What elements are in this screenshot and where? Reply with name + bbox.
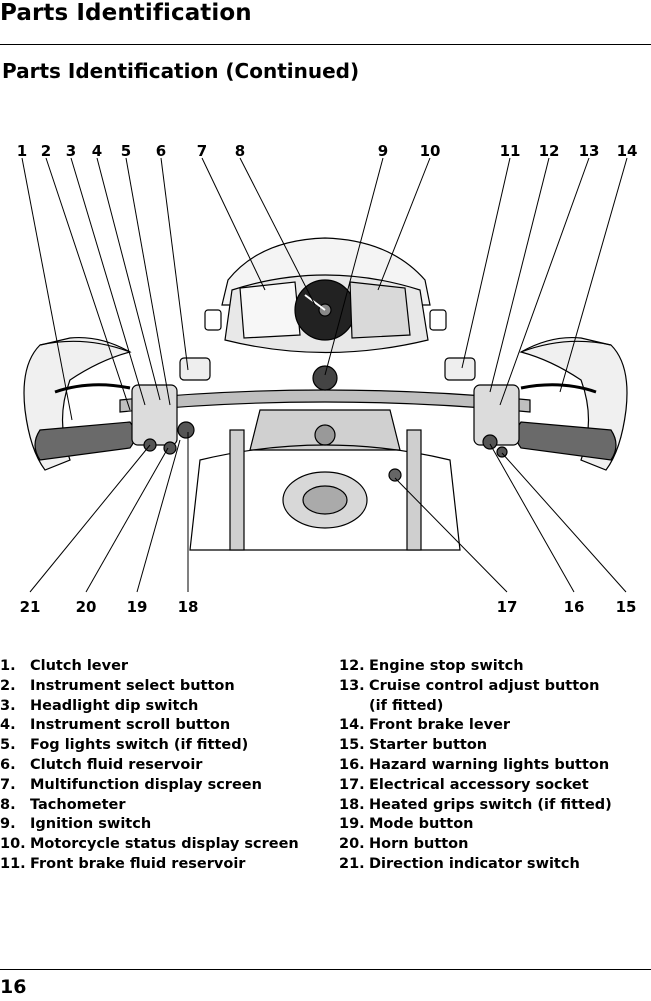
callout-number: 12 xyxy=(538,142,560,160)
callout-number: 3 xyxy=(65,142,77,160)
legend-number: 16. xyxy=(339,756,365,773)
legend-number: 11. xyxy=(0,855,26,872)
legend-item xyxy=(0,796,330,816)
legend-number: 12. xyxy=(339,658,365,674)
handlebar-illustration xyxy=(0,130,651,630)
page-header-title: Parts Identification xyxy=(0,0,252,26)
legend-label: Heated grips switch (if fitted) xyxy=(369,796,612,813)
legend-label: Starter button xyxy=(369,737,488,754)
multifunction-display xyxy=(240,282,300,338)
legend-label: Motorcycle status display screen xyxy=(30,836,299,853)
legend-label: Ignition switch xyxy=(30,816,152,833)
legend-number: 5. xyxy=(0,737,16,754)
legend-number: 4. xyxy=(0,717,16,734)
legend-item xyxy=(0,657,330,677)
legend-number: 18. xyxy=(339,796,365,813)
legend-label: Tachometer xyxy=(30,796,126,813)
legend-label: Hazard warning lights button xyxy=(369,756,610,773)
legend-label: Cruise control adjust button (if fitted) xyxy=(369,677,600,714)
right-mount xyxy=(430,310,446,330)
right-switch-cube xyxy=(474,385,519,445)
legend-item xyxy=(339,736,639,756)
handlebar xyxy=(120,390,530,412)
legend-item xyxy=(0,776,330,796)
legend-item xyxy=(0,835,330,855)
legend-label: Instrument scroll button xyxy=(30,717,231,734)
accessory-socket xyxy=(389,469,401,481)
legend-number: 3. xyxy=(0,697,16,714)
legend-item xyxy=(0,716,330,736)
callout-number: 13 xyxy=(578,142,600,160)
legend-item xyxy=(339,835,639,855)
callout-number: 17 xyxy=(496,598,518,616)
legend-number: 8. xyxy=(0,796,16,813)
status-display xyxy=(350,282,410,338)
legend-number: 10. xyxy=(0,836,26,853)
legend-left xyxy=(0,657,330,875)
legend-label: Direction indicator switch xyxy=(369,855,580,872)
legend-number: 7. xyxy=(0,776,16,793)
legend-item xyxy=(339,776,639,796)
ignition-switch xyxy=(313,366,337,390)
legend-number: 6. xyxy=(0,756,16,773)
legend-item xyxy=(0,756,330,776)
legend-label: Mode button xyxy=(369,816,474,833)
callout-number: 20 xyxy=(75,598,97,616)
callout-number: 10 xyxy=(419,142,441,160)
legend-item xyxy=(0,855,330,875)
legend-label: Fog lights switch (if fitted) xyxy=(30,737,249,754)
top-callouts xyxy=(17,142,638,160)
legend-item xyxy=(339,716,639,736)
callout-number: 5 xyxy=(120,142,132,160)
callout-number: 6 xyxy=(155,142,167,160)
legend-label: Clutch lever xyxy=(30,658,129,674)
legend-item xyxy=(0,697,330,717)
legend-number: 2. xyxy=(0,677,16,694)
callout-number: 2 xyxy=(40,142,52,160)
legend-label: Clutch fluid reservoir xyxy=(30,756,203,773)
legend-right xyxy=(339,657,639,875)
callout-number: 8 xyxy=(234,142,246,160)
legend-label: Engine stop switch xyxy=(369,658,524,674)
legend-label: Front brake lever xyxy=(369,717,511,734)
legend-number: 21. xyxy=(339,855,365,872)
callout-number: 18 xyxy=(177,598,199,616)
legend-number: 9. xyxy=(0,816,16,833)
callout-number: 15 xyxy=(615,598,637,616)
legend-item xyxy=(339,677,639,717)
legend-label: Headlight dip switch xyxy=(30,697,199,714)
legend-item xyxy=(339,815,639,835)
legend-number: 20. xyxy=(339,836,365,853)
legend-number: 15. xyxy=(339,737,365,754)
legend-number: 19. xyxy=(339,816,365,833)
callout-number: 4 xyxy=(91,142,103,160)
legend-label: Front brake fluid reservoir xyxy=(30,855,246,872)
legend-item xyxy=(339,657,639,677)
callout-number: 19 xyxy=(126,598,148,616)
legend-label: Instrument select button xyxy=(30,677,235,694)
callout-number: 7 xyxy=(196,142,208,160)
brake-reservoir xyxy=(445,358,475,380)
legend-label: Electrical accessory socket xyxy=(369,776,589,793)
callout-number: 16 xyxy=(563,598,585,616)
clutch-reservoir xyxy=(180,358,210,380)
legend-item xyxy=(339,855,639,875)
footer-rule xyxy=(0,969,651,970)
legend-item xyxy=(339,756,639,776)
callout-number: 1 xyxy=(16,142,28,160)
legend-number: 14. xyxy=(339,717,365,734)
callout-number: 14 xyxy=(616,142,638,160)
legend-label: Horn button xyxy=(369,836,469,853)
callout-number: 21 xyxy=(19,598,41,616)
callout-number: 9 xyxy=(377,142,389,160)
callout-number: 11 xyxy=(499,142,521,160)
header-rule xyxy=(0,44,651,45)
legend-item xyxy=(339,796,639,816)
legend-label: Multifunction display screen xyxy=(30,776,262,793)
legend-item xyxy=(0,736,330,756)
legend-number: 13. xyxy=(339,677,365,694)
left-switch-cube xyxy=(132,385,177,445)
section-title: Parts Identification (Continued) xyxy=(2,59,360,83)
legend-number: 17. xyxy=(339,776,365,793)
bottom-callouts xyxy=(20,598,637,616)
left-mount xyxy=(205,310,221,330)
handlebar-drawing xyxy=(0,130,651,630)
legend-item xyxy=(0,815,330,835)
legend-item xyxy=(0,677,330,697)
legend-number: 1. xyxy=(0,658,16,674)
page-number: 16 xyxy=(0,976,27,998)
